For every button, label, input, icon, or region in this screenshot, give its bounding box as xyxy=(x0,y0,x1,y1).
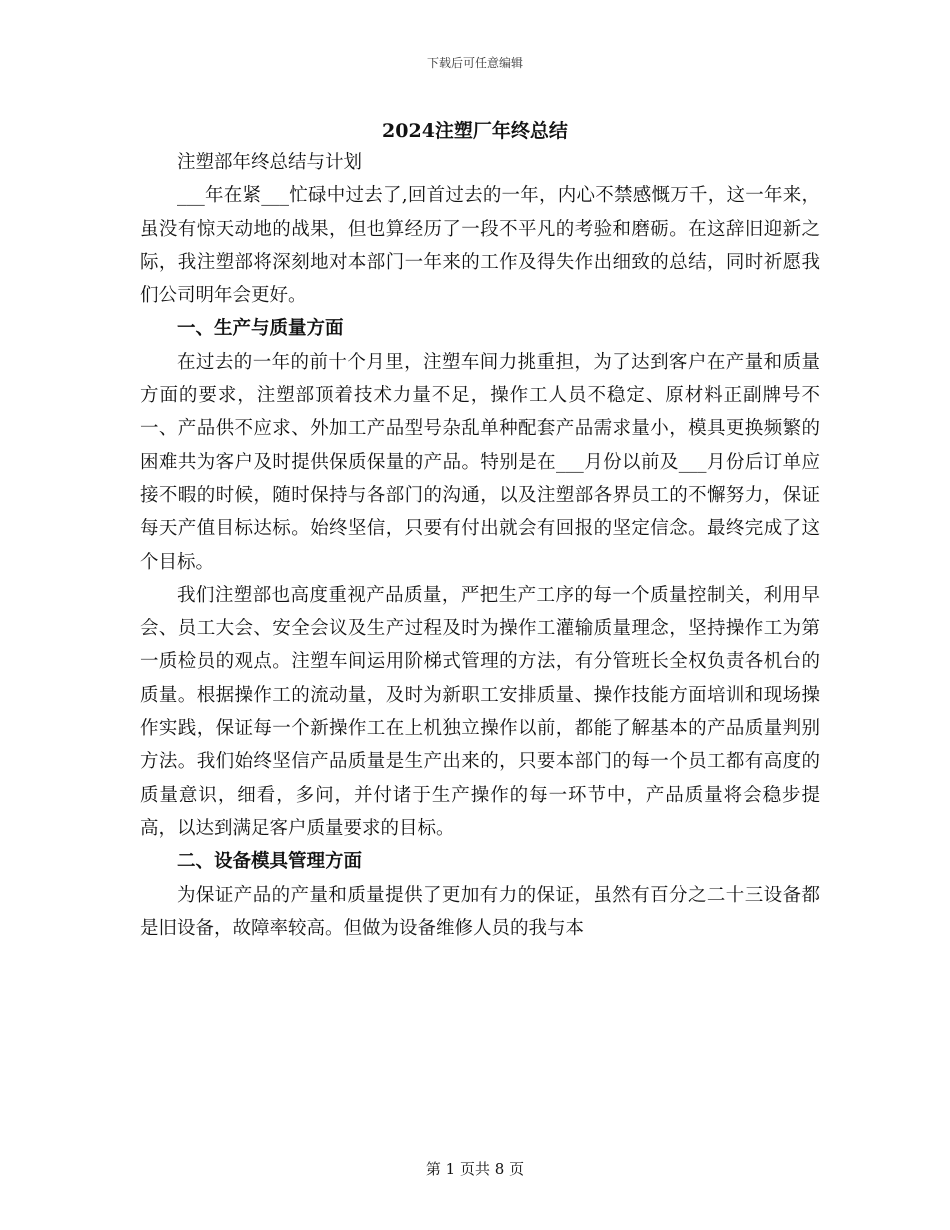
page-number-footer: 第 1 页共 8 页 xyxy=(425,1160,525,1178)
document-title: 2024注塑厂年终总结 xyxy=(382,120,568,142)
section-heading-equipment-molds: 二、设备模具管理方面 xyxy=(177,851,363,873)
document-subtitle: 注塑部年终总结与计划 xyxy=(177,152,363,173)
paragraph-production: 在过去的一年的前十个月里，注塑车间力挑重担，为了达到客户在产量和质量方面的要求，注塑部顶着技术力量不足，操作工人员不稳定、原材料正副牌号不一、产品供不应求、外加工产品型号杂乱单种配套产品需求量小，模具更换频繁的困难共为客户及时提供保质保量的产品。特别是在___月份以前及___月份后订单应接不暇的时候，随时保持与各部门的沟通，以及注塑部各界员工的不懈努力，保证每天产值目标达标。始终坚信，只要有付出就会有回报的坚定信念。最终完成了这个目标。 xyxy=(140,351,820,573)
page-header-note: 下载后可任意编辑 xyxy=(426,56,523,70)
document-body xyxy=(140,146,820,945)
paragraph-quality: 我们注塑部也高度重视产品质量，严把生产工序的每一个质量控制关，利用早会、员工大会、安全会议及生产过程及时为操作工灌输质量理念，坚持操作工为第一质检员的观点。注塑车间运用阶梯式管理的方法，有分管班长全权负责各机台的质量。根据操作工的流动量，及时为新职工安排质量、操作技能方面培训和现场操作实践，保证每一个新操作工在上机独立操作以前，都能了解基本的产品质量判别方法。我们始终坚信产品质量是生产出来的，只要本部门的每一个员工都有高度的质量意识，细看，多问，并付诸于生产操作的每一环节中，产品质量将会稳步提高，以达到满足客户质量要求的目标。 xyxy=(140,584,820,839)
paragraph-intro: ___年在紧___忙碌中过去了,回首过去的一年，内心不禁感慨万千，这一年来，虽没有惊天动地的战果，但也算经历了一段不平凡的考验和磨砺。在这辞旧迎新之际，我注塑部将深刻地对本部门一年来的工作及得失作出细致的总结，同时祈愿我们公司明年会更好。 xyxy=(140,185,820,307)
section-heading-production-quality: 一、生产与质量方面 xyxy=(177,318,344,340)
paragraph-equipment: 为保证产品的产量和质量提供了更加有力的保证，虽然有百分之二十三设备都是旧设备，故障率较高。但做为设备维修人员的我与本 xyxy=(140,884,820,939)
